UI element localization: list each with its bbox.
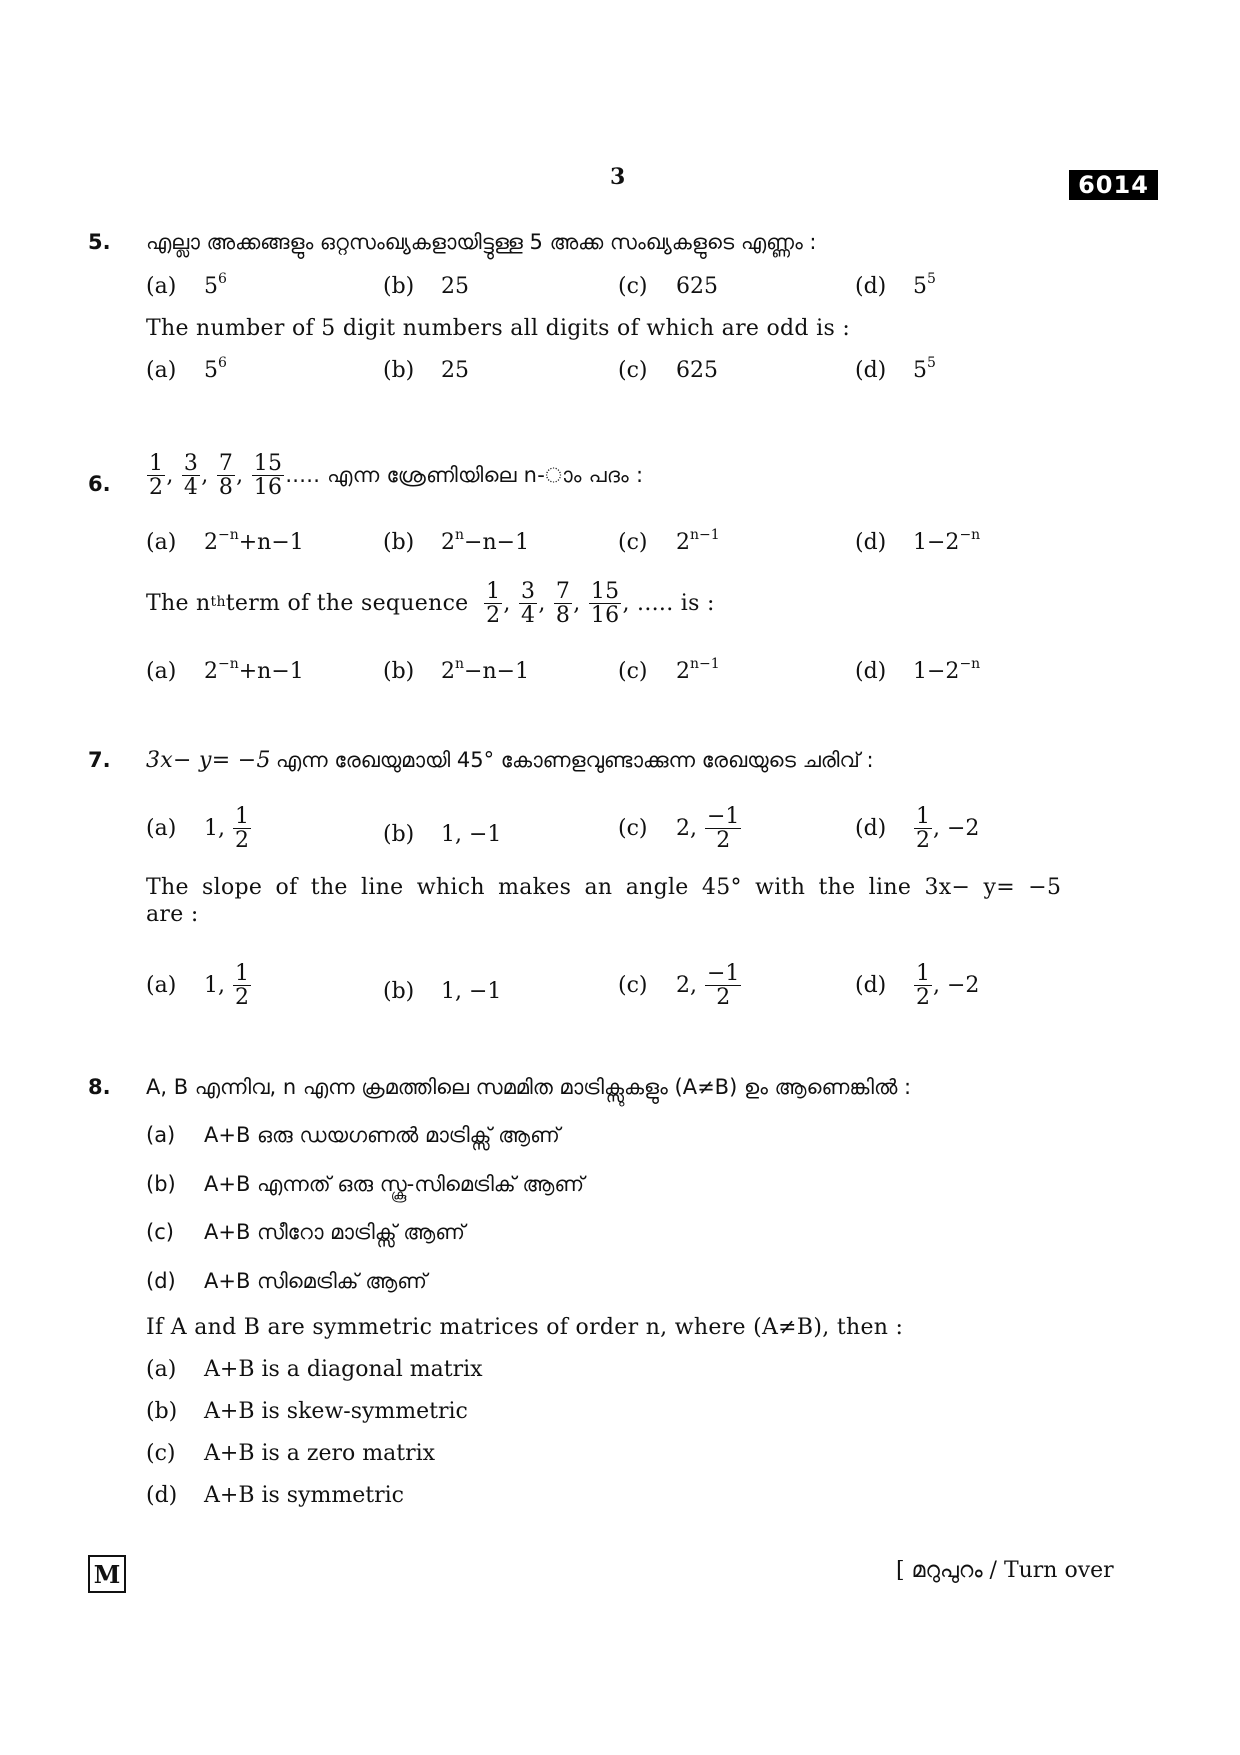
question-text-english: If A and B are symmetric matrices of order n, where (A≠B), then : <box>146 1315 904 1340</box>
question-number: 8. <box>88 1075 111 1099</box>
fraction: $\frac{15}{16}$ <box>590 579 620 629</box>
option-c: (c) $2^{n-1}$ <box>618 526 720 555</box>
fraction: $\frac{15}{16}$ <box>253 451 283 501</box>
question-text-malayalam: എല്ലാ അക്കങ്ങളും ഒറ്റസംഖ്യകളായിട്ടുള്ള 5 അക്ക സംഖ്യകളുടെ എണ്ണം : <box>146 230 817 254</box>
version-mark-box: M <box>88 1555 126 1593</box>
option-a: (a) $2^{-n}+n-1$ <box>146 526 304 555</box>
option-c-malayalam: (c) A+B സീറോ മാട്രിക്സ് ആണ് <box>146 1220 466 1244</box>
option-d: (d) $5^5$ <box>855 354 936 383</box>
option-c: (c) 625 <box>618 274 718 299</box>
sequence-malayalam: $\frac{1}{2}$ , $\frac{3}{4}$ , $\frac{7}{8}$ , $\frac{15}{16}$ ..... എന്ന ശ്രേണിയിലെ n-ാം പദം : <box>149 451 644 501</box>
option-c: (c) 2, $\frac{-1}{2}$ <box>618 804 740 854</box>
option-c: (c) 625 <box>618 358 718 383</box>
question-text-english: The number of 5 digit numbers all digits of which are odd is : <box>146 316 851 341</box>
option-c: (c) $2^{n-1}$ <box>618 655 720 684</box>
option-b: (b) A+B is skew-symmetric <box>146 1399 468 1424</box>
option-d: (d) $5^5$ <box>855 270 936 299</box>
question-text-malayalam: ..... എന്ന ശ്രേണിയിലെ n-ാം പദം : <box>285 463 644 488</box>
option-b: (b) 1, −1 <box>383 822 502 847</box>
option-b: (b) 25 <box>383 358 469 383</box>
option-a: (a) 1, $\frac{1}{2}$ <box>146 804 249 854</box>
option-a: (a) $2^{-n}+n-1$ <box>146 655 304 684</box>
option-a-malayalam: (a) A+B ഒരു ഡയഗണൽ മാട്രിക്സ് ആണ് <box>146 1123 560 1147</box>
option-d: (d) $1-2^{-n}$ <box>855 655 981 684</box>
page-number: 3 <box>610 164 626 190</box>
question-text-english: The n $^{th}$ term of the sequence $\frac{1}{2}$ , $\frac{3}{4}$ , $\frac{7}{8}$ , $\frac{15}{16}$ , ..... is : <box>146 579 715 629</box>
option-b: (b) 25 <box>383 274 469 299</box>
option-a: (a) $5^6$ <box>146 270 227 299</box>
option-a: (a) A+B is a diagonal matrix <box>146 1357 483 1382</box>
option-d-malayalam: (d) A+B സിമെട്രിക് ആണ് <box>146 1269 427 1293</box>
question-text-malayalam: 3x− y= −5 എന്ന രേഖയുമായി 45° കോണളവുണ്ടാക്കുന്ന രേഖയുടെ ചരിവ് : <box>146 748 874 773</box>
option-d: (d) $1-2^{-n}$ <box>855 526 981 555</box>
fraction: $\frac{3}{4}$ <box>521 579 536 629</box>
question-number: 5. <box>88 230 111 254</box>
paper-code-badge: 6014 <box>1069 170 1158 200</box>
question-text-malayalam: A, B എന്നിവ, n എന്ന ക്രമത്തിലെ സമമിത മാട്രിക്സുകളും (A≠B) ഉം ആണെങ്കിൽ : <box>146 1075 912 1099</box>
fraction: $\frac{1}{2}$ <box>486 579 501 629</box>
fraction: $\frac{7}{8}$ <box>555 579 571 629</box>
option-d: (d) A+B is symmetric <box>146 1483 404 1508</box>
question-number: 6. <box>88 472 111 496</box>
turn-over-label: [ മറുപുറം / Turn over <box>896 1558 1114 1583</box>
option-b-malayalam: (b) A+B എന്നത് ഒരു സ്കൂ-സിമെട്രിക് ആണ് <box>146 1172 585 1196</box>
fraction: $\frac{1}{2}$ <box>149 451 164 501</box>
option-b: (b) $2^n-n-1$ <box>383 526 530 555</box>
option-b: (b) 1, −1 <box>383 979 502 1004</box>
option-a: (a) $5^6$ <box>146 354 227 383</box>
option-c: (c) A+B is a zero matrix <box>146 1441 436 1466</box>
option-b: (b) $2^n-n-1$ <box>383 655 530 684</box>
fraction: $\frac{7}{8}$ <box>218 451 234 501</box>
option-d: (d) $\frac{1}{2}$ , −2 <box>855 961 980 1011</box>
question-text-english: The slope of the line which makes an angle 45° with the line 3x− y= −5 <box>146 875 1062 900</box>
fraction: $\frac{3}{4}$ <box>183 451 199 501</box>
option-a: (a) 1, $\frac{1}{2}$ <box>146 961 249 1011</box>
question-text-english-cont: are : <box>146 902 199 927</box>
option-d: (d) $\frac{1}{2}$ , −2 <box>855 804 980 854</box>
question-number: 7. <box>88 748 111 772</box>
option-c: (c) 2, $\frac{-1}{2}$ <box>618 961 740 1011</box>
